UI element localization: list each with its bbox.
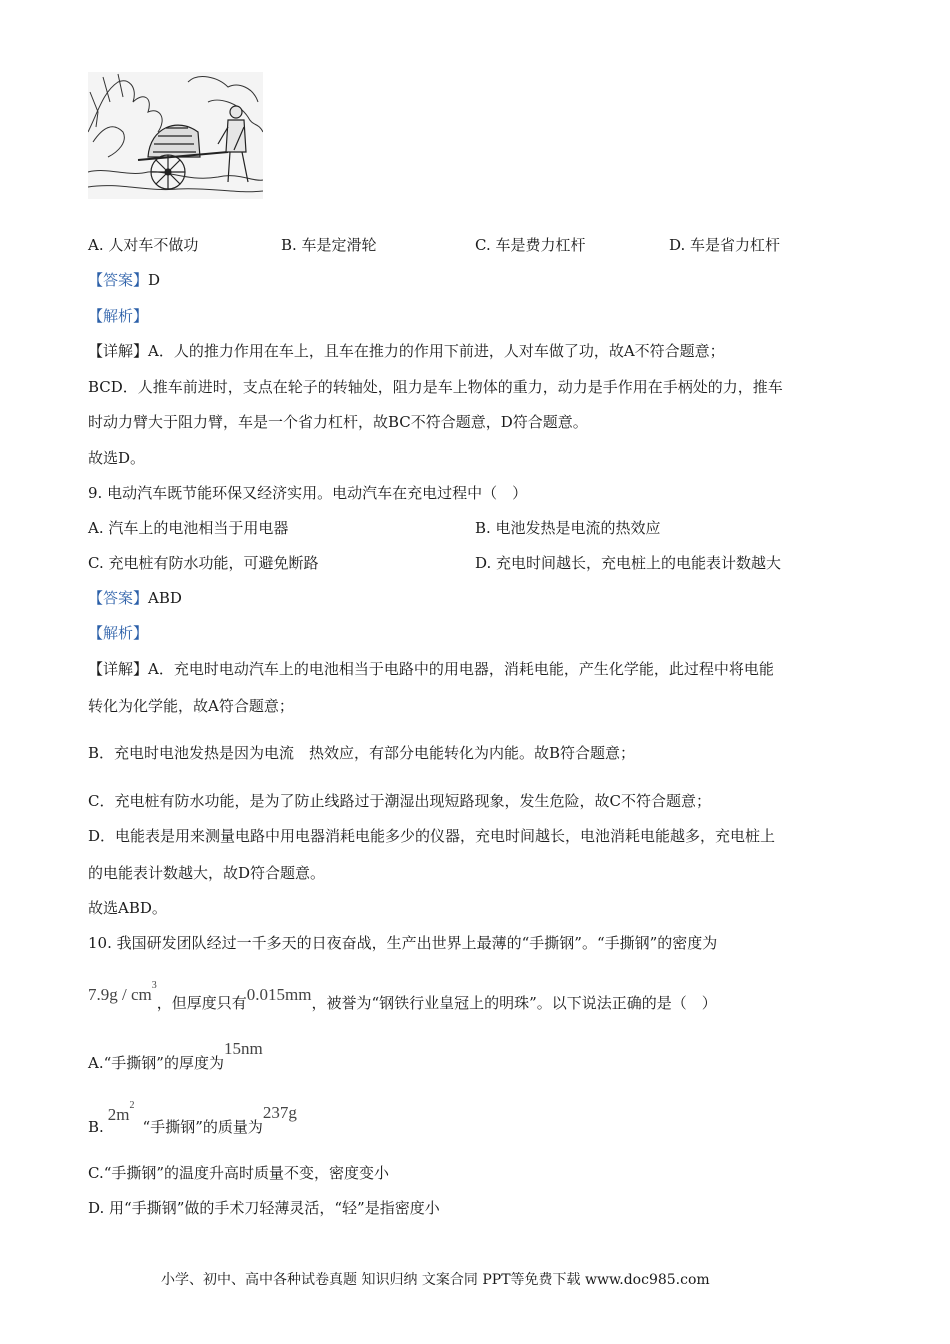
q10-stem-line-2 — [88, 980, 717, 1015]
q9-answer-value: ABD — [148, 589, 182, 607]
q10-option-a-text: A.“手撕钢”的厚度为 — [88, 1054, 224, 1072]
detail-tag: 【详解】 — [88, 342, 149, 360]
q9-stem: 9. 电动汽车既节能环保又经济实用。电动汽车在充电过程中（ ） — [88, 484, 528, 502]
q9-option-d: D. 充电时间越长，充电桩上的电能表计数越大 — [475, 554, 782, 572]
q10-option-b-exponent: 2 — [129, 1100, 135, 1111]
q9-detail-tag: 【详解】 — [88, 660, 149, 678]
analysis-tag: 【解析】 — [88, 307, 149, 325]
q10-stem-part-a: ，但厚度只有 — [156, 994, 247, 1012]
q9-detail-line-1 — [88, 659, 774, 679]
option-c: C. 车是费力杠杆 — [475, 236, 586, 254]
q9-analysis-tag: 【解析】 — [88, 624, 149, 642]
q9-answer-tag: 【答案】 — [88, 589, 149, 607]
q10-option-b-mass: 237g — [262, 1103, 297, 1122]
option-d: D. 车是省力杠杆 — [669, 236, 781, 254]
q9-option-b: B. 电池发热是电流的热效应 — [475, 519, 661, 537]
q10-option-c: C.“手撕钢”的温度升高时质量不变，密度变小 — [88, 1164, 390, 1182]
density-value: 7.9g / cm — [88, 985, 152, 1004]
option-b: B. 车是定滑轮 — [281, 236, 377, 254]
q10-option-b — [88, 1100, 297, 1137]
detail-line-2: BCD．人推车前进时，支点在轮子的转轴处，阻力是车上物体的重力，动力是手作用在手柄处的力，推车 — [88, 378, 783, 396]
density-exponent: 3 — [151, 980, 157, 991]
q10-option-b-area: 2m — [107, 1105, 130, 1124]
thickness-value: 0.015mm — [246, 985, 312, 1004]
detail-line-3: 时动力臂大于阻力臂，车是一个省力杠杆，故BC不符合题意，D符合题意。 — [88, 413, 588, 431]
q9-detail-b: B．充电时电池发热是因为电流 热效应，有部分电能转化为内能。故B符合题意； — [88, 744, 636, 762]
q10-option-a-math: 15nm — [223, 1039, 263, 1058]
q9-detail-d2: 的电能表计数越大，故D符合题意。 — [88, 864, 326, 882]
wheelbarrow-illustration — [88, 72, 263, 199]
conclusion: 故选D。 — [88, 449, 146, 467]
q9-answer-line — [88, 588, 182, 608]
detail-text-1: A．人的推力作用在车上，且车在推力的作用下前进，人对车做了功，故A不符合题意； — [148, 342, 725, 360]
option-a: A. 人对车不做功 — [88, 236, 199, 254]
q9-conclusion: 故选ABD。 — [88, 899, 167, 917]
q9-detail-c: C．充电桩有防水功能，是为了防止线路过于潮湿出现短路现象，发生危险，故C不符合题意； — [88, 792, 711, 810]
page-footer: 小学、初中、高中各种试卷真题 知识归纳 文案合同 PPT等免费下载 www.doc985.com — [161, 1272, 710, 1288]
q9-detail-d1: D．电能表是用来测量电路中用电器消耗电能多少的仪器，充电时间越长，电池消耗电能越多，充电桩上 — [88, 827, 776, 845]
q10-stem-part-b: ，被誉为“钢铁行业皇冠上的明珠”。以下说法正确的是（ ） — [311, 994, 717, 1012]
answer-line — [88, 270, 160, 290]
answer-tag: 【答案】 — [88, 271, 149, 289]
q10-option-d: D. 用“手撕钢”做的手术刀轻薄灵活，“轻”是指密度小 — [88, 1199, 440, 1217]
q10-option-b-prefix: B. — [88, 1118, 104, 1136]
q9-option-a: A. 汽车上的电池相当于用电器 — [88, 519, 289, 537]
q9-detail-line-2: 转化为化学能，故A符合题意； — [88, 697, 294, 715]
q10-option-b-text: “手撕钢”的质量为 — [142, 1118, 263, 1136]
detail-line-1 — [88, 341, 725, 361]
q10-stem-line-1: 10. 我国研发团队经过一千多天的日夜奋战，生产出世界上最薄的“手撕钢”。“手撕钢”的密度为 — [88, 934, 718, 952]
q9-option-c: C. 充电桩有防水功能，可避免断路 — [88, 554, 319, 572]
q9-detail-text-1: A．充电时电动汽车上的电池相当于电路中的用电器，消耗电能，产生化学能，此过程中将电能 — [148, 660, 774, 678]
q10-option-a — [88, 1039, 263, 1073]
answer-value: D — [148, 271, 161, 289]
